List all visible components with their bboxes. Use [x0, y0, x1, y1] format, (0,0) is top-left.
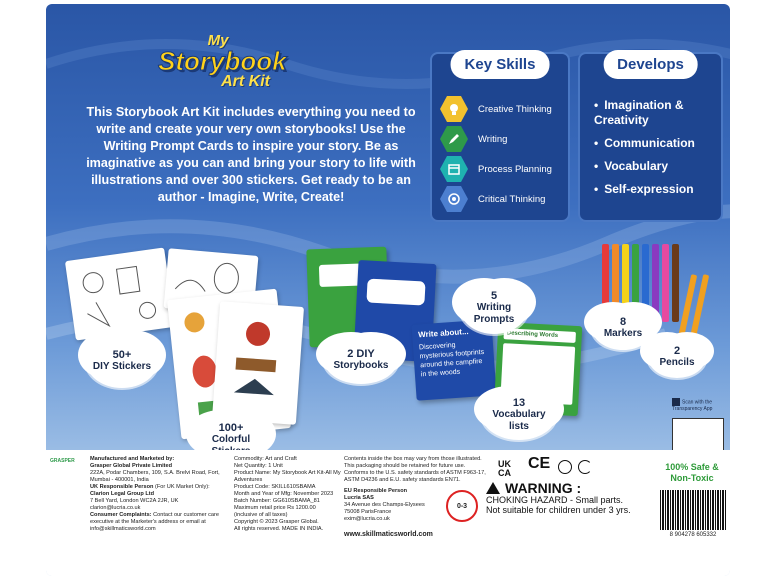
storybooks-count: 2 DIY [347, 348, 375, 360]
complaints-text: Contact our customer care executive at the Marketer's address or email at info@skillmaticsworld.com [90, 512, 220, 532]
detail-line: Product Name: My Storybook Art Kit-All My Adventures [234, 470, 341, 483]
vocab-card-title: Describing Words [504, 328, 576, 343]
pencils-label: Pencils [659, 357, 695, 368]
logo-sub-text: Art Kit [221, 73, 270, 90]
compliance-line: This packaging should be retained for future use. [344, 463, 466, 469]
eu-person-line: exim@lucria.co.uk [344, 516, 390, 522]
detail-line: Maximum retail price Rs 1200.00 [234, 505, 316, 511]
product-details-column [234, 456, 344, 533]
recycle-icon [558, 460, 572, 474]
eu-person-heading: EU Responsible Person [344, 488, 408, 494]
detail-line: Month and Year of Mfg: November 2023 [234, 491, 334, 497]
storybooks-label: Storybooks [333, 360, 389, 371]
eu-person-line: 34 Avenue des Champs-Elysees [344, 502, 425, 508]
develops-list [594, 98, 721, 205]
develops-item: • Vocabulary [594, 159, 721, 174]
age-restriction-icon [446, 490, 478, 522]
skill-critical-thinking [440, 186, 545, 212]
skill-label: Creative Thinking [478, 103, 552, 115]
compliance-line: Conforms to the U.S. safety standards of ASTM F963-17, ASTM D4236 and E.U. safety standards EN71. [344, 470, 486, 483]
eu-person-name: Lucria SAS [344, 495, 374, 501]
compliance-line: Contents inside the box may vary from those illustrated. [344, 456, 482, 462]
develops-item: • Imagination & Creativity [594, 98, 721, 128]
brand-logo [158, 32, 287, 91]
eu-person-line: 75008 ParisFrance [344, 509, 392, 515]
brain-icon [440, 186, 468, 212]
uk-person-address: 7 Bell Yard, London WC2A 2JR, UK [90, 498, 179, 504]
develops-item: • Communication [594, 136, 721, 151]
skill-creative-thinking [440, 96, 552, 122]
skill-label: Process Planning [478, 163, 552, 175]
detail-line: Commodity: Art and Craft [234, 456, 297, 462]
scan-note [672, 398, 720, 412]
prompt-card-title: Write about... [417, 326, 469, 340]
prompt-card-body: Discovering mysterious footprints around the campfire in the woods [418, 341, 485, 379]
skill-label: Writing [478, 133, 508, 145]
uk-person-heading: UK Responsible Person [90, 484, 154, 490]
writing-prompts-count: 5 [490, 290, 498, 302]
age-label: 0-3 [456, 502, 468, 510]
website: www.skillmaticsworld.com [344, 531, 433, 538]
develops-title: Develops [603, 50, 698, 79]
detail-line: Product Code: SKILL610SBAMA [234, 484, 316, 490]
ukca-mark: UK CA [498, 459, 511, 478]
intro-description: This Storybook Art Kit includes everything you need to write and create your very own storybooks! Use the Writing Prompt Cards to inspire your story. Be as imaginative as you can and bring your story to life with illustrations and over 300 stickers. Get ready to be an author - Imagine, Write, Create! [86, 105, 416, 204]
safe-non-toxic-badge: 100% Safe & Non-Toxic [665, 462, 719, 483]
writing-prompts-cloud [460, 282, 528, 334]
uk-person-name: Clarion Legal Group Ltd [90, 491, 155, 497]
standard-mark-icon [578, 460, 592, 474]
vocabulary-label: Vocabulary lists [492, 409, 546, 432]
colorful-stickers-count: 100+ [218, 422, 244, 434]
key-skills-title: Key Skills [451, 50, 550, 79]
manufacturer-name: Grasper Global Private Limited [90, 463, 173, 469]
detail-line: (inclusive of all taxes) [234, 512, 288, 518]
skill-process-planning [440, 156, 552, 182]
warning-line-1: CHOKING HAZARD - Small parts. [486, 495, 624, 505]
detail-line: Batch Number: GG610SBAMA_81 [234, 498, 320, 504]
pencils-count: 2 [673, 345, 681, 357]
pencil-icon [440, 126, 468, 152]
storybooks-cloud [324, 336, 398, 384]
complaints-heading: Consumer Complaints: [90, 512, 152, 518]
vocabulary-count: 13 [512, 397, 526, 409]
detail-line: All rights reserved. MADE IN INDIA. [234, 526, 324, 532]
diy-stickers-label: DIY Stickers [92, 361, 152, 372]
detail-line: Copyright © 2023 Grasper Global. [234, 519, 319, 525]
skill-writing [440, 126, 507, 152]
markers-label: Markers [603, 328, 643, 339]
warning-box [486, 479, 686, 515]
grasper-logo: GRASPER [50, 458, 75, 464]
warning-line-2: Not suitable for children under 3 yrs. [486, 505, 631, 515]
vocabulary-cloud [482, 390, 556, 440]
manufacturer-address: 222A, Podar Chambers, 109, S.A. Brelvi Road, Fort, Mumbai - 400001, India [90, 470, 220, 483]
colorful-stickers-label: Colorful [211, 434, 251, 445]
warning-triangle-icon [486, 482, 500, 494]
writing-prompts-label: Writing Prompts [473, 302, 515, 325]
diy-stickers-cloud [86, 334, 158, 388]
calendar-icon [440, 156, 468, 182]
colorful-sticker-sheet-2 [212, 301, 304, 425]
barcode [660, 490, 726, 530]
diy-stickers-count: 50+ [112, 349, 132, 361]
marker-purple [652, 244, 659, 322]
key-skills-panel [430, 52, 570, 222]
marker-pink [662, 244, 669, 322]
ce-mark: CE [528, 455, 551, 472]
lightbulb-icon [440, 96, 468, 122]
develops-item: • Self-expression [594, 182, 721, 197]
qr-icon [672, 398, 680, 406]
manufacturer-column [90, 456, 226, 533]
logo-main-text: Storybook [158, 46, 287, 76]
logo-small-text: My [207, 32, 229, 49]
scan-note-text: Scan with the Transparency App [672, 399, 713, 412]
detail-line: Net Quantity: 1 Unit [234, 463, 283, 469]
markers-count: 8 [619, 316, 627, 328]
product-box-back [46, 4, 730, 576]
marker-brown [672, 244, 679, 322]
footer-info [46, 450, 730, 576]
barcode-number: 8 904278 605332 [669, 532, 717, 538]
diy-sticker-sheet [65, 247, 175, 340]
uk-person-note: (For UK Market Only): [154, 484, 210, 490]
skill-label: Critical Thinking [478, 193, 546, 205]
markers-cloud [592, 306, 654, 350]
pencils-cloud [648, 336, 706, 378]
manufacturer-heading: Manufactured and Marketed by: [90, 456, 175, 462]
warning-title: WARNING : [505, 479, 582, 496]
develops-panel [578, 52, 723, 222]
uk-person-email: clarion@lucria.co.uk [90, 505, 141, 511]
